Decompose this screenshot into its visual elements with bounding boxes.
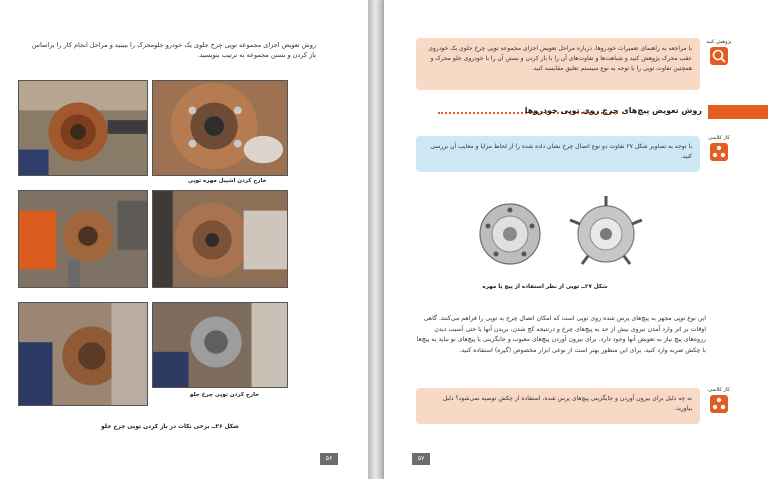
page-number-right: ۵۷ [412, 453, 430, 465]
classwork-callout-2 [416, 388, 700, 424]
photo-hub-left-1 [18, 80, 148, 176]
classwork-1-label: کار کلاسی [708, 135, 730, 141]
group-icon [710, 395, 728, 413]
group-icon [710, 143, 728, 161]
book-gutter [368, 0, 384, 479]
section-header [438, 102, 768, 122]
right-page [384, 0, 768, 479]
photo-hub-left-3 [18, 302, 148, 406]
section-accent-bar [708, 105, 768, 119]
photo-caption-top: خارج کردن اشپیل مهره توپی [188, 178, 267, 184]
photo-caption-bottom: خارج کردن توپی چرخ جلو [190, 392, 260, 398]
classwork-tag-1 [702, 134, 736, 168]
page-number-left: ۵۶ [320, 453, 338, 465]
hub-with-holes [480, 204, 540, 264]
body-text: این نوع توپی مجهز به پیچ‌های پرس شده روی توپی است که امکان اتصال چرخ به توپی را فراهم می‌کنند. گاهی اوقات بر اثر وارد آمدن نیروی بیش از حد به پیچ‌های چرخ و درنتیجه کج شدن، بریدن آنها یا حتی آسیب دیدن رزوه‌های پیچ نیاز به تعویض آنها وجود دارد. برای بیرون آوردن پیچ‌های معیوب و جایگزینی با پیچ‌های نو نباید به پیچ‌ها با چکش ضربه وارد کنید. برای این منظور بهتر است از نوعی ابزار مخصوص (گیره) استفاده کنید. [416, 315, 706, 354]
section-title: روش تعویض پیچ‌های چرخ روی توپی خودروها [524, 106, 702, 115]
research-text: با مراجعه به راهنمای تعمیرات خودروها، درباره مراحل تعویض اجزای مجموعه توپی چرخ جلوی یک خودروی عقب محرک پژوهش کنید و شباهت‌ها و تفاوت‌های آن را با باز کردن و بستن آن را با خودروی جلو محرک و همچنین تفاوت توپی را با توجه به نوع سیستم تعلیق مقایسه کنید. [428, 45, 692, 72]
photo-hub-right-2 [152, 190, 288, 288]
left-page [0, 0, 368, 479]
photo-hub-left-2 [18, 190, 148, 288]
figure-27-caption: شکل ۲۷ــ توپی از نظر استفاده از پیچ یا مهره [482, 284, 608, 290]
photo-hub-right-1 [152, 80, 288, 176]
classwork-2-label: کار کلاسی [708, 387, 730, 393]
hub-images [472, 194, 652, 284]
research-tag [702, 38, 736, 72]
photo-hub-right-3 [152, 302, 288, 388]
classwork-2-text: به چه دلیل برای بیرون آوردن و جایگزینی پیچ‌های پرس شده، استفاده از چکش توصیه نمی‌شود؟ دلیل بیاورید. [442, 395, 692, 412]
classwork-tag-2 [702, 386, 736, 420]
hub-with-bolts [570, 196, 642, 264]
classwork-1-text: با توجه به تصاویر شکل ۲۷ تفاوت دو نوع اتصال چرخ نشان داده شده را از لحاظ مزایا و معایب آن بررسی کنید. [430, 143, 692, 160]
search-icon [710, 47, 728, 65]
figure-26-caption: شکل ۲۶ــ برخی نکات در باز کردن توپی چرخ جلو [101, 424, 239, 430]
research-callout [416, 38, 700, 90]
classwork-callout-1 [416, 136, 700, 172]
intro-text: روش تعویض اجزای مجموعه توپی چرخ جلوی یک خودرو جلومحرک را ببینید و مراحل انجام کار را براساس باز کردن و بستن مجموعه به ترتیب بنویسید. [32, 41, 316, 59]
photo-grid [18, 80, 288, 408]
research-label: پژوهش کنید [706, 39, 732, 45]
